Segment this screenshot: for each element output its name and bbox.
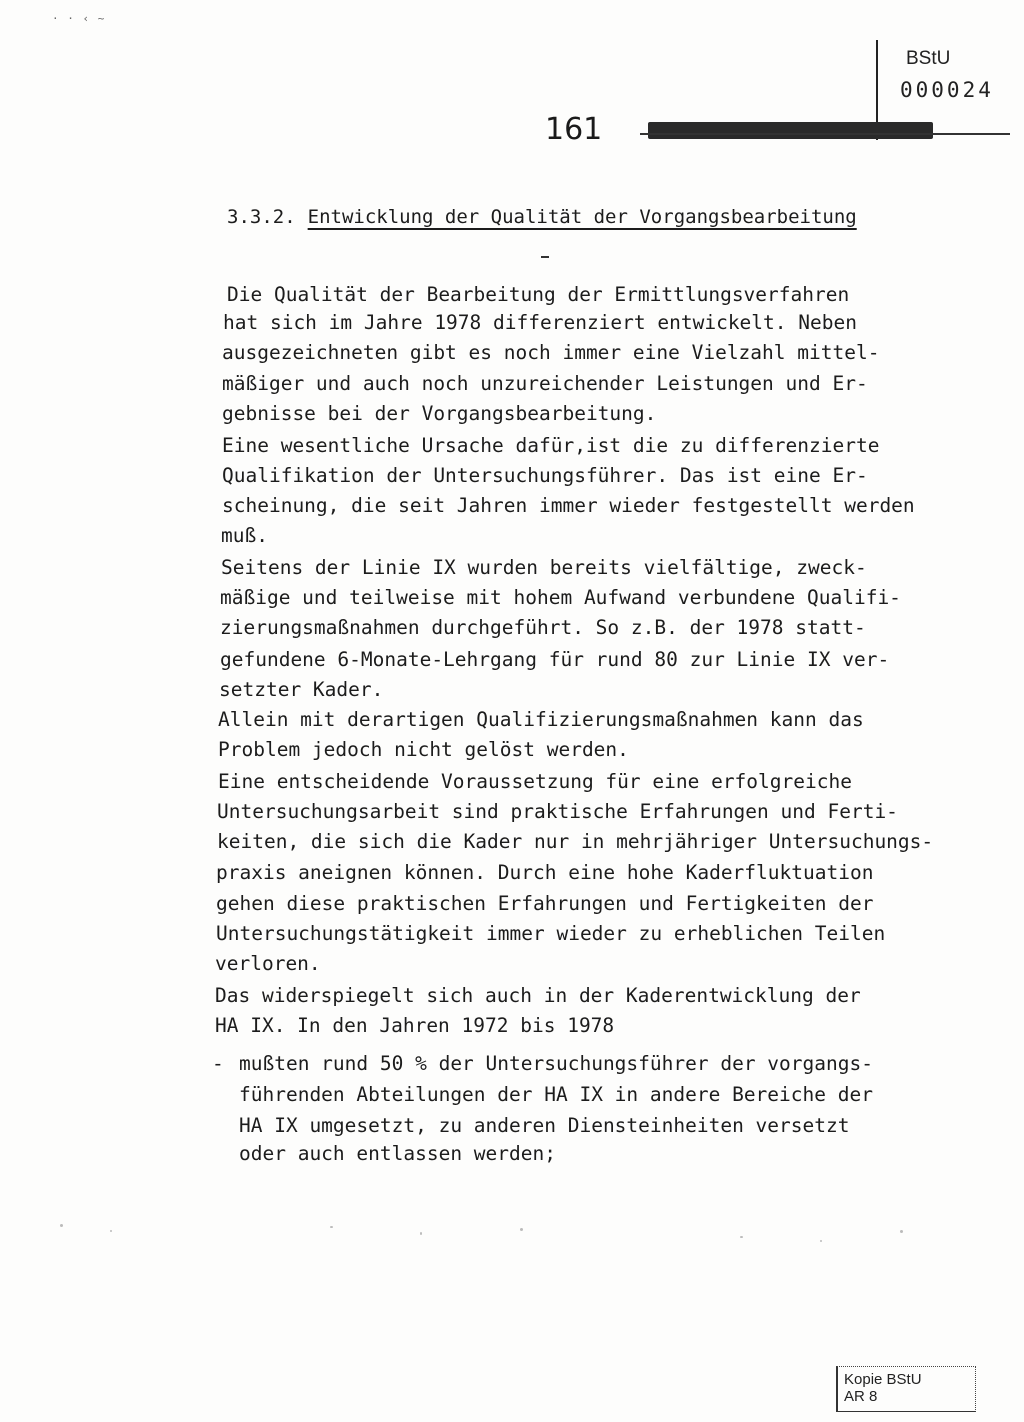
text-line: Untersuchungsarbeit sind praktische Erfahrungen und Ferti- bbox=[217, 800, 898, 823]
copy-stamp-line-2: AR 8 bbox=[844, 1388, 878, 1405]
archive-stamp-label: BStU bbox=[906, 48, 951, 69]
text-line: keiten, die sich die Kader nur in mehrjähriger Untersuchungs- bbox=[217, 830, 934, 853]
text-line: mäßiger und auch noch unzureichender Leistungen und Er- bbox=[222, 372, 868, 395]
text-line: HA IX. In den Jahren 1972 bis 1978 bbox=[215, 1014, 615, 1037]
dash-mark bbox=[541, 256, 549, 258]
page-number: 161 bbox=[545, 112, 603, 147]
text-line: mäßige und teilweise mit hohem Aufwand verbundene Qualifi- bbox=[220, 586, 901, 609]
scan-speckle bbox=[330, 1226, 333, 1228]
text-line: praxis aneignen können. Durch eine hohe Kaderfluktuation bbox=[216, 861, 874, 884]
bullet-text-line: mußten rund 50 % der Untersuchungsführer der vorgangs- bbox=[239, 1052, 873, 1075]
text-line: gebnisse bei der Vorgangsbearbeitung. bbox=[222, 402, 657, 425]
text-line: Untersuchungstätigkeit immer wieder zu erheblichen Teilen bbox=[216, 922, 886, 945]
text-line: Problem jedoch nicht gelöst werden. bbox=[218, 738, 629, 761]
section-heading bbox=[227, 206, 857, 228]
text-line: Eine entscheidende Voraussetzung für eine erfolgreiche bbox=[218, 770, 852, 793]
bullet-marker: - bbox=[212, 1052, 224, 1075]
text-line: Das widerspiegelt sich auch in der Kaderentwicklung der bbox=[215, 984, 861, 1007]
text-line: setzter Kader. bbox=[219, 678, 384, 701]
redaction-bar bbox=[648, 122, 933, 139]
archive-stamp-number: 000024 bbox=[900, 78, 994, 102]
scan-speckle bbox=[60, 1224, 63, 1227]
text-line: Qualifikation der Untersuchungsführer. Das ist eine Er- bbox=[222, 464, 868, 487]
text-line: Eine wesentliche Ursache dafür,ist die zu differenzierte bbox=[222, 434, 880, 457]
scan-speckle bbox=[900, 1230, 903, 1233]
text-line: scheinung, die seit Jahren immer wieder festgestellt werden bbox=[222, 494, 915, 517]
copy-stamp bbox=[836, 1366, 976, 1412]
section-number: 3.3.2. bbox=[227, 206, 296, 228]
section-title: Entwicklung der Qualität der Vorgangsbearbeitung bbox=[307, 206, 857, 228]
text-line: hat sich im Jahre 1978 differenziert entwickelt. Neben bbox=[223, 311, 857, 334]
scan-speckle bbox=[420, 1232, 422, 1235]
text-line: zierungsmaßnahmen durchgeführt. So z.B. der 1978 statt- bbox=[220, 616, 866, 639]
scan-speckle bbox=[520, 1228, 523, 1231]
redaction-underline bbox=[640, 133, 1010, 135]
bullet-text-line: oder auch entlassen werden; bbox=[239, 1142, 556, 1165]
text-line: Seitens der Linie IX wurden bereits vielfältige, zweck- bbox=[221, 556, 867, 579]
bullet-text-line: HA IX umgesetzt, zu anderen Diensteinheiten versetzt bbox=[239, 1114, 850, 1137]
text-line: Die Qualität der Bearbeitung der Ermittlungsverfahren bbox=[227, 283, 850, 306]
scan-speckle bbox=[110, 1230, 112, 1232]
scan-speckle bbox=[740, 1236, 743, 1238]
corner-mark: · · ‹ ~ bbox=[52, 12, 106, 25]
text-line: gehen diese praktischen Erfahrungen und Fertigkeiten der bbox=[216, 892, 874, 915]
text-line: verloren. bbox=[215, 952, 321, 975]
copy-stamp-line-1: Kopie BStU bbox=[844, 1371, 922, 1388]
bullet-text-line: führenden Abteilungen der HA IX in andere Bereiche der bbox=[239, 1083, 873, 1106]
text-line: ausgezeichneten gibt es noch immer eine Vielzahl mittel- bbox=[222, 341, 880, 364]
text-line: Allein mit derartigen Qualifizierungsmaßnahmen kann das bbox=[218, 708, 864, 731]
scan-speckle bbox=[820, 1240, 822, 1242]
text-line: muß. bbox=[221, 524, 268, 547]
text-line: gefundene 6-Monate-Lehrgang für rund 80 zur Linie IX ver- bbox=[220, 648, 890, 671]
